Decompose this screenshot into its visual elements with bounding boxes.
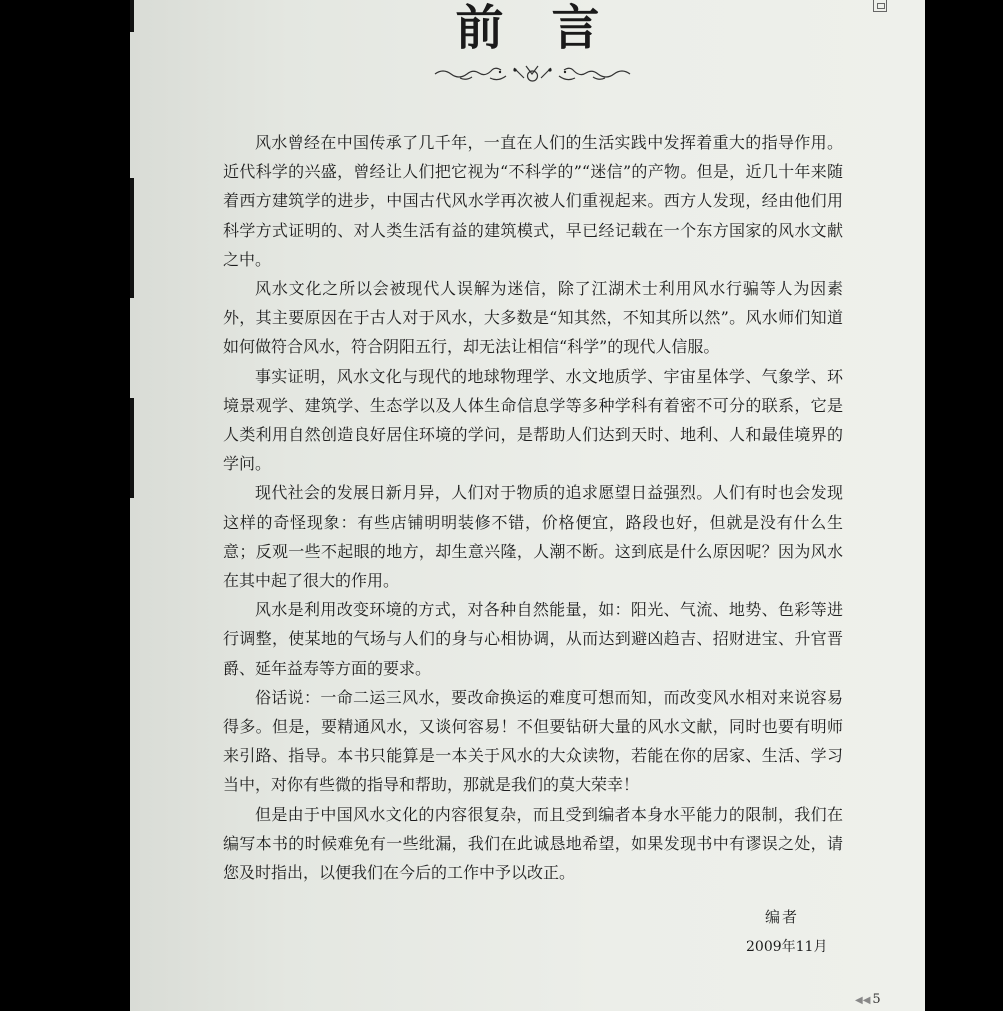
decorative-ornament-icon (430, 62, 635, 84)
page-number-value: 5 (872, 992, 881, 1007)
torn-edge (130, 178, 134, 298)
paragraph: 但是由于中国风水文化的内容很复杂，而且受到编者本身水平能力的限制，我们在编写本书的时候难免有一些纰漏，我们在此诚恳地希望，如果发现书中有谬误之处，请您及时指出，以便我们在今后的工作中予以改正。 (223, 804, 843, 883)
paragraph: 事实证明，风水文化与现代的地球物理学、水文地质学、宇宙星体学、气象学、环境景观学、建筑学、生态学以及人体生命信息学等多种学科有着密不可分的联系，它是人类利用自然创造良好居住环境的学问，是帮助人们达到天时、地利、人和最佳境界的学问。 (223, 366, 843, 474)
paragraph: 现代社会的发展日新月异，人们对于物质的追求愿望日益强烈。人们有时也会发现这样的奇怪现象：有些店铺明明装修不错，价格便宜，路段也好，但就是没有什么生意；反观一些不起眼的地方，却生意兴隆，人潮不断。这到底是什么原因呢？因为风水在其中起了很大的作用。 (223, 483, 843, 591)
page-arrows-icon: ◀◀ (855, 995, 871, 1006)
book-page (130, 0, 925, 1011)
paragraph: 俗话说：一命二运三风水，要改命换运的难度可想而知，而改变风水相对来说容易得多。但是，要精通风水，又谈何容易！不但要钻研大量的风水文献，同时也要有明师来引路、指导。本书只能算是一本关于风水的大众读物，若能在你的居家、生活、学习当中，对你有些微的指导和帮助，那就是我们的莫大荣幸！ (223, 687, 843, 795)
paragraph: 风水文化之所以会被现代人误解为迷信，除了江湖术士利用风水行骗等人为因素外，其主要原因在于古人对于风水，大多数是“知其然，不知其所以然”。风水师们知道如何做符合风水，符合阴阳五行，却无法让相信“科学”的现代人信服。 (223, 279, 843, 357)
author-signature: 编者 (765, 908, 800, 926)
preface-date: 2009年11月 (746, 939, 828, 955)
page-number (855, 992, 881, 1007)
paragraph: 风水曾经在中国传承了几千年，一直在人们的生活实践中发挥着重大的指导作用。近代科学的兴盛，曾经让人们把它视为“不科学的”“迷信”的产物。但是，近几十年来随着西方建筑学的进步，中国古代风水学再次被人们重视起来。西方人发现，经由他们用科学方式证明的、对人类生活有益的建筑模式，早已经记载在一个东方国家的风水文献之中。 (223, 133, 843, 269)
torn-edge (130, 398, 134, 498)
preface-body (223, 128, 843, 887)
page-title: 前言 (455, 0, 648, 56)
paragraph: 风水是利用改变环境的方式，对各种自然能量，如：阳光、气流、地势、色彩等进行调整，使某地的气场与人们的身与心相协调，从而达到避凶趋吉、招财进宝、升官晋爵、延年益寿等方面的要求。 (223, 600, 843, 678)
